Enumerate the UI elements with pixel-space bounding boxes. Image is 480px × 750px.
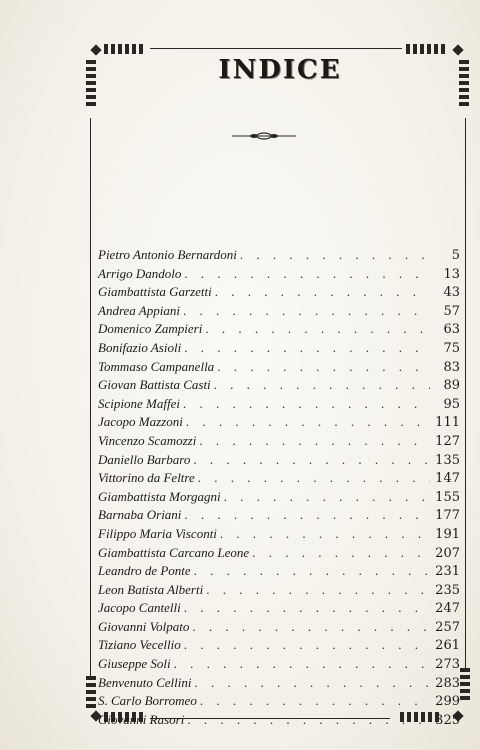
toc-leader-dots [252, 544, 430, 563]
frame-right-rule [465, 118, 466, 668]
toc-entry-page: 177 [435, 508, 460, 524]
ornament-corner-top-right-icon [398, 40, 473, 120]
toc-entry [98, 506, 460, 525]
page-title: INDICE [218, 55, 342, 85]
toc-entry [98, 618, 460, 637]
toc-entry [98, 320, 460, 339]
toc-entry [98, 599, 460, 618]
toc-entry-name: Giambattista Garzetti [98, 284, 212, 300]
toc-leader-dots [193, 451, 430, 470]
toc-entry-page: 283 [435, 675, 460, 691]
toc-entry-name: Vittorino da Feltre [98, 470, 195, 486]
toc-entry-name: Jacopo Mazzoni [98, 414, 183, 430]
toc-entry [98, 413, 460, 432]
toc-entry [98, 265, 460, 284]
toc-entry [98, 451, 460, 470]
toc-leader-dots [240, 246, 430, 265]
toc-entry-name: Daniello Barbaro [98, 451, 191, 467]
toc-leader-dots [174, 655, 430, 674]
frame-top-rule [150, 48, 402, 49]
toc-entry-page: 325 [435, 712, 460, 728]
toc-entry-page: 43 [443, 285, 460, 301]
toc-entry [98, 711, 460, 730]
toc-entry-page: 247 [435, 601, 460, 617]
toc-entry-name: Andrea Appiani [98, 302, 180, 318]
toc-leader-dots [192, 618, 430, 637]
toc-entry-page: 235 [435, 582, 460, 598]
toc-entry-name: Scipione Maffei [98, 395, 180, 411]
toc-leader-dots [184, 636, 430, 655]
toc-leader-dots [184, 599, 430, 618]
toc-entry-name: Leon Batista Alberti [98, 581, 204, 597]
toc-entry [98, 339, 460, 358]
toc-entry-page: 147 [435, 471, 460, 487]
toc-entry-page: 231 [435, 564, 460, 580]
toc-entry-page: 75 [443, 340, 460, 356]
toc-entry-name: Giambattista Morgagni [98, 488, 221, 504]
table-of-contents [98, 246, 460, 729]
toc-entry [98, 655, 460, 674]
toc-entry-name: Giovanni Rasori [98, 711, 185, 727]
toc-entry-name: Arrigo Dandolo [98, 265, 182, 281]
toc-entry [98, 488, 460, 507]
toc-leader-dots [183, 395, 430, 414]
toc-entry-page: 89 [443, 378, 460, 394]
divider-ornament-icon [232, 131, 296, 141]
toc-leader-dots [205, 320, 430, 339]
toc-leader-dots [206, 581, 430, 600]
toc-entry-name: Jacopo Cantelli [98, 600, 181, 616]
toc-entry-name: Giambattista Carcano Leone [98, 544, 250, 560]
toc-leader-dots [199, 432, 430, 451]
toc-leader-dots [184, 339, 430, 358]
toc-entry-name: Giovanni Volpato [98, 618, 190, 634]
toc-entry [98, 636, 460, 655]
ornament-corner-top-left-icon [84, 40, 154, 120]
toc-leader-dots [184, 265, 430, 284]
toc-leader-dots [200, 692, 430, 711]
toc-entry-page: 127 [435, 433, 460, 449]
toc-entry-name: Barnaba Oriani [98, 507, 182, 523]
toc-entry-page: 57 [443, 303, 460, 319]
toc-entry [98, 544, 460, 563]
toc-entry [98, 562, 460, 581]
toc-entry [98, 581, 460, 600]
toc-entry [98, 246, 460, 265]
toc-leader-dots [184, 506, 430, 525]
toc-entry-name: Pietro Antonio Bernardoni [98, 247, 237, 262]
toc-leader-dots [220, 525, 430, 544]
toc-leader-dots [215, 283, 430, 302]
toc-entry-page: 135 [435, 452, 460, 468]
toc-entry-name: Leandro de Ponte [98, 563, 191, 579]
toc-entry-name: Domenico Zampieri [98, 321, 203, 337]
toc-entry-page: 111 [435, 415, 460, 431]
toc-entry-page: 5 [451, 248, 460, 263]
toc-entry [98, 692, 460, 711]
toc-entry-page: 257 [435, 619, 460, 635]
toc-entry [98, 395, 460, 414]
toc-entry-name: Benvenuto Cellini [98, 674, 192, 690]
toc-leader-dots [214, 376, 430, 395]
frame-left-rule [90, 118, 91, 678]
toc-leader-dots [224, 488, 430, 507]
toc-entry-page: 207 [435, 545, 460, 561]
toc-entry-page: 13 [443, 266, 460, 282]
toc-entry-name: Giovan Battista Casti [98, 377, 211, 393]
toc-entry-name: Vincenzo Scamozzi [98, 432, 197, 448]
toc-entry-page: 299 [435, 694, 460, 710]
toc-entry [98, 302, 460, 321]
toc-entry [98, 432, 460, 451]
toc-entry [98, 283, 460, 302]
toc-leader-dots [194, 562, 430, 581]
toc-entry [98, 469, 460, 488]
toc-leader-dots [198, 469, 430, 488]
toc-entry-name: Tiziano Vecellio [98, 637, 181, 653]
toc-entry-name: Bonifazio Asioli [98, 339, 182, 355]
toc-leader-dots [195, 674, 430, 693]
toc-entry-page: 95 [443, 396, 460, 412]
toc-entry-page: 191 [435, 526, 460, 542]
toc-entry-page: 63 [443, 322, 460, 338]
toc-entry-name: Giuseppe Soli [98, 656, 171, 672]
toc-entry [98, 376, 460, 395]
toc-entry-page: 83 [443, 359, 460, 375]
toc-entry [98, 358, 460, 377]
toc-leader-dots [187, 711, 430, 730]
toc-entry-page: 155 [435, 489, 460, 505]
toc-entry-name: Filippo Maria Visconti [98, 525, 217, 541]
toc-entry [98, 525, 460, 544]
toc-entry-name: S. Carlo Borromeo [98, 693, 197, 709]
toc-leader-dots [186, 413, 430, 432]
toc-leader-dots [217, 358, 430, 377]
toc-entry [98, 674, 460, 693]
toc-entry-page: 261 [435, 638, 460, 654]
toc-entry-name: Tommaso Campanella [98, 358, 215, 374]
toc-leader-dots [183, 302, 430, 321]
toc-entry-page: 273 [435, 657, 460, 673]
